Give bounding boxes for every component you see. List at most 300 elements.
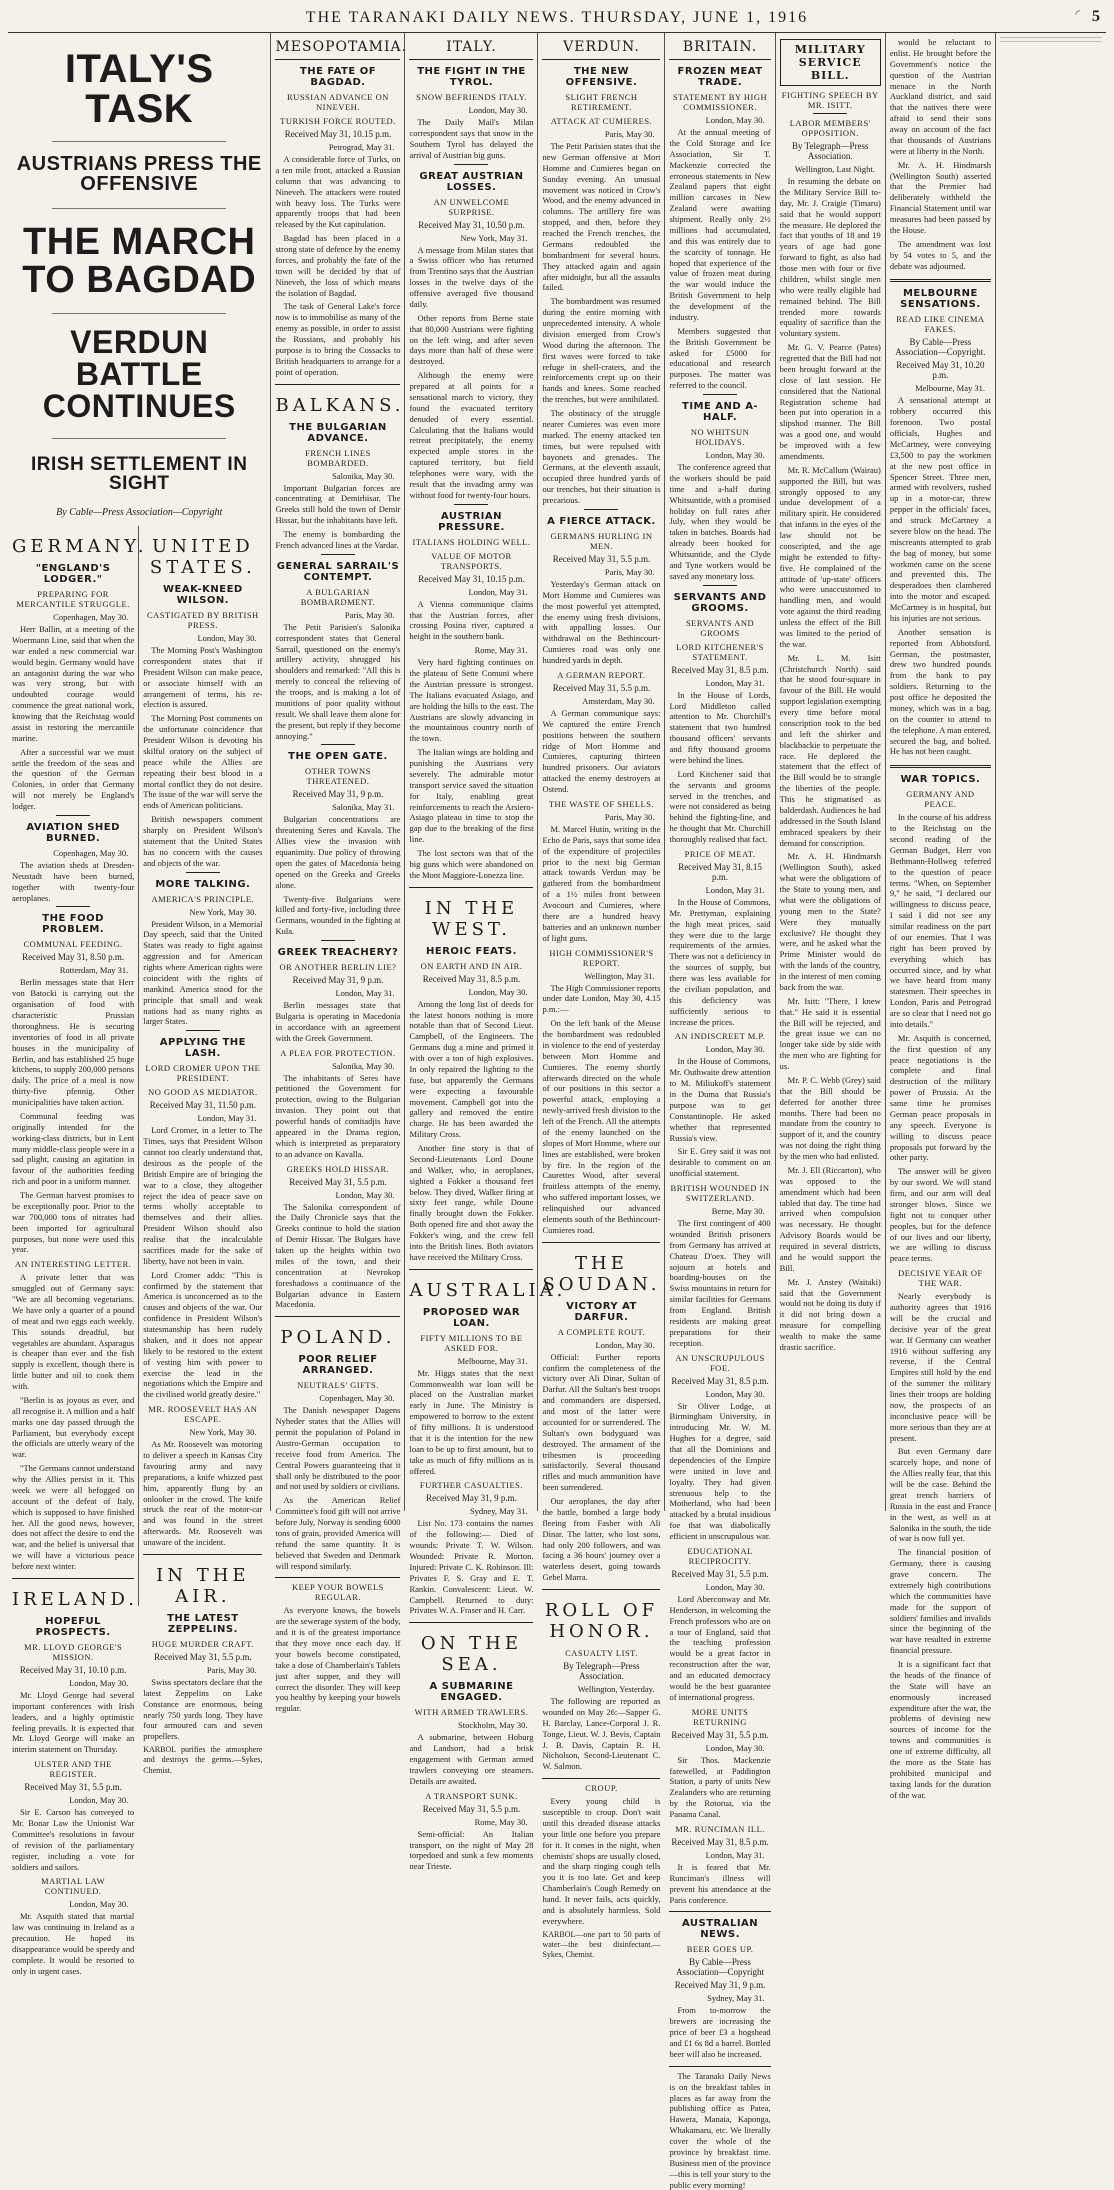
article-subhead: A COMPLETE ROUT. (557, 1326, 646, 1337)
article-paragraph: Sir Oliver Lodge, at Birmingham University, in introducing Mr. W. M. Hughes for a degree, said that all the Dominions and dependencies of the Empire were united in love and loyalty. They had given strenuous help to the Motherland, who had been attacked by a brutal insidious foe that was diabolically efficient in unscrupulous war. (669, 1400, 771, 1541)
divider (409, 887, 533, 888)
received-line: Received May 31, 8.50 p.m. (22, 952, 125, 963)
columns (8, 33, 1106, 2190)
article-paragraph: It is feared that Mr. Runciman's illness will prevent his attendance at the Paris conference. (669, 1861, 771, 1905)
advertisement: As everyone knows, the bowels are the sewerage system of the body, and it is of the greatest importance that they move once each day. If your bowels become constipated, take a dose of Chamberlain's Tablets just after supper, and they will correct the disorder. They will keep you healthy by keeping your bowels regular. (275, 1605, 401, 1714)
article-subhead: BEER GOES UP. (686, 1944, 754, 1955)
received-line: Received May 31, 8.5 p.m. (671, 1375, 769, 1386)
divider (321, 554, 355, 555)
column-1a (12, 526, 148, 1976)
received-line: By Telegraph—Press Association. (792, 141, 869, 161)
article-subhead: GERMANY AND PEACE. (906, 789, 975, 810)
dateline: Sydney, May 31. (707, 1993, 765, 2004)
article-paragraph: Mr. J. Anstey (Waitaki) said that the Government would not be doing its duty if it did not bring down a measure for compelling wealth to make the same drastic sacrifice. (779, 1276, 881, 1352)
divider (890, 279, 991, 282)
received-line: Received May 31, 11.50 p.m. (149, 1100, 256, 1111)
divider (143, 1554, 262, 1555)
received-line: Received May 31, 5.5 p.m. (552, 553, 651, 564)
article-headline: AUSTRIAN PRESSURE. (438, 510, 505, 533)
advertisement: Every young child is susceptible to croup. Don't wait until this dreaded disease attacks your little one before you prepare for it. It comes in the night, when chemists' shops are usually closed, and the sharp ringing cough tells you it is too late. Get and keep Chamberlain's Cough Remedy on hand. It never fails, acts quickly, and is absolutely harmless. Sold everywhere. (542, 1796, 661, 1926)
divider (542, 1778, 660, 1779)
article-subhead: FIGHTING SPEECH BY MR. ISITT. (781, 90, 879, 110)
section-heading-germany: GERMANY. (12, 536, 148, 557)
article-subhead: BRITISH WOUNDED IN SWITZERLAND. (670, 1183, 770, 1203)
section-heading-australia: AUSTRALIA. (409, 1279, 567, 1301)
article-headline: APPLYING THE LASH. (159, 1037, 246, 1060)
article-subhead: ON EARTH AND IN AIR. (420, 960, 523, 971)
article-headline: POOR RELIEF ARRANGED. (298, 1354, 378, 1377)
dateline: Paris, May 30. (344, 609, 395, 620)
article-paragraph: Herr Ballin, at a meeting of the Woermann Line, said that when the war ended a new commercial war would begin. Germany would have an antagonist during the war who was very strong, but with undoubted courage would commence the great national work, knowing that the Reichstag would assist in restoring the mercantile marine. (12, 624, 135, 743)
banner-headline-1: ITALY'S TASK (64, 47, 214, 131)
article-headline: HOPEFUL PROSPECTS. (35, 1615, 111, 1638)
article-paragraph: The aviation sheds at Dresden-Neustadt have been burned, together with twenty-four aeroplanes. (12, 859, 135, 903)
divider (669, 2066, 770, 2067)
page-number: 5 (1092, 8, 1100, 25)
article-paragraph: Important Bulgarian forces are concentrating at Demirhisar. The Greeks still hold the town of Demir Hissar, but the inhabitants have left. (275, 482, 401, 526)
article-paragraph: Official: Further reports confirm the completeness of the victory over Ali Dinar, Sultan of Darfur. All the Sultan's best troops and commanders are dispersed, and most of the latter were accounted for or surrendered. The Sultan's own bodyguard was destroyed. The armament of the tribesmen is proceeding satisfactorily. Several thousand rifles and much ammunition have been surrendered. (542, 1351, 661, 1493)
article-subhead: SERVANTS AND GROOMS (685, 617, 755, 638)
divider (890, 765, 991, 768)
divider (321, 744, 355, 745)
article-subhead: VALUE OF MOTOR TRANSPORTS. (431, 550, 512, 571)
section-heading-balkans: BALKANS. (275, 394, 405, 416)
received-line: Received May 31, 5.5 p.m. (24, 1782, 122, 1793)
divider (542, 1242, 660, 1243)
article-subhead: COMMUNAL FEEDING. (23, 939, 123, 950)
article-paragraph: The inhabitants of Seres have petitioned the Government for protection, owing to the Bulgarian invasion. They point out that powerful bands of comitadjis have appeared in the Drama region, which is interpreted as preparatory to an advance on Kavalla. (275, 1072, 401, 1159)
article-paragraph: Berlin messages state that Herr von Batocki is carrying out the organisation of food with characteristic Prussian thoroughness. He is securing inventories of food in all private houses in the municipality of Berlin, and has established 25 huge kitchens, to supply 200,000 persons daily. The price of a meal is now thirty-five pfennig. Other municipalities have taken action. (12, 977, 135, 1107)
section-heading-on-the-sea: ON THE SEA. (420, 1633, 522, 1676)
divider (275, 1577, 400, 1578)
article-paragraph: On the left bank of the Meuse the bombardment was redoubled in violence to the end of yesterday between Mort Homme and Cumieres. The enemy shortly afterwards directed on the whole of our positions in this sector a powerful attack, employing a newly-arrived fresh division to the left of the French. All the attempts of the enemy launched on the slopes of Mort Homme, where our lines are established, were broken by fire. In the region of the Caurettes Wood, after several fruitless attempts of the enemy, who suffered important losses, we relinquished our advanced elements south of the Bethincourt-Cumieres road. (542, 1018, 661, 1235)
article-paragraph: Berlin messages state that Bulgaria is operating in Macedonia in accordance with an agreement with the Greek Government. (275, 1000, 401, 1043)
dateline: Paris, May 30. (206, 1664, 257, 1675)
dateline: London, May 30. (705, 450, 765, 460)
article-paragraph: The Danish newspaper Dagens Nyheder states that the Allies will permit the population of Poland in Austro-German occupation to receive food from America. The Central Powers guaranteeing that it shall only be distributed to the poor and not used by soldiers or civilians. (275, 1405, 401, 1492)
dateline: Rotterdam, May 31. (59, 965, 129, 976)
article-subhead: DECISIVE YEAR OF THE WAR. (898, 1268, 983, 1289)
advertisement: The Taranaki Daily News is on the breakfast tables in places as far away from the publishing office as Patea, Hawera, Manaia, Kaponga, Whakamaru, etc. We literally cover the whole of the province by breakfast time. Business men of the province—this is tell your story to the public every morning! (669, 2070, 771, 2190)
masthead-title: THE TARANAKI DAILY NEWS. THURSDAY, JUNE 1, 1916 (305, 9, 809, 26)
page-corner-mark: ◜ (1075, 7, 1080, 21)
article-subhead: SLIGHT FRENCH RETIREMENT. (565, 92, 638, 112)
dateline: Amsterdam, May 30. (582, 695, 655, 706)
article-subhead: OTHER TOWNS THREATENED. (305, 766, 371, 787)
received-line: Received May 31, 5.5 p.m. (154, 1651, 252, 1662)
dateline: Salonika, May 31. (332, 802, 395, 813)
article-paragraph: Bulgarian concentrations are threatening Seres and Kavala. The Allies view the invasion with equanimity. Due policy of throwing open the gates of Macedonia being opened on the Greeks and Greeks alone. (275, 814, 401, 890)
section-heading-in-the-west: IN THE WEST. (424, 897, 519, 940)
article-paragraph: The Morning Post's Washington correspondent states that if President Wilson can make peace, or associate himself with an arrangement of terms, his re-election is assured. (143, 645, 263, 710)
article-subhead: GREEKS HOLD HISSAR. (286, 1163, 390, 1174)
received-line: Received May 31, 10.10 p.m. (19, 1664, 127, 1675)
divider (669, 1911, 770, 1912)
article-paragraph: The High Commissioner reports under date London, May 30, 4.15 p.m.:— (542, 982, 661, 1015)
article-paragraph: Another fine story is that of Second-Lieutenants Lord Doune and Walker, who, in aeroplanes, sighted a Fokker a thousand feet below. They dived, Walker firing at sixty feet range, while Doune finally brought down the Fokker. Both opened fire and shot away the Fokker's wing, and the crew fell into the British lines. Both aviators have received the Military Cross. (409, 1143, 534, 1262)
article-subhead: MARTIAL LAW CONTINUED. (41, 1876, 106, 1897)
article-paragraph: But even Germany dare scarcely hope, and none of the Allies really fear, that this will be the case. Behind the great trench barriers of Russia in the east and France in the west, as well as at Salonika in the south, the tide of war is now full yet. (889, 1446, 991, 1544)
dateline: Melbourne, May 31. (457, 1355, 528, 1366)
column-text-texture (1000, 37, 1102, 42)
article-paragraph: As the American Relief Committee's food gift will not arrive before July, Norway is sending 6000 tons of grain, provided America will refund the same quantity. It is believed that Sweden and Denmark will respond similarly. (275, 1495, 401, 1571)
divider (813, 113, 847, 114)
received-line: Received May 31, 5.5 p.m. (671, 1729, 769, 1740)
article-headline: SERVANTS AND GROOMS. (673, 591, 767, 614)
article-subhead: AN INDISCREET M.P. (674, 1031, 766, 1042)
divider (12, 1578, 134, 1579)
dateline: New York, May 30. (189, 906, 257, 917)
advertisement: KARBOL purifies the atmosphere and destroys the germs.—Sykes, Chemist. (143, 1745, 263, 1775)
article-paragraph: The Italian wings are holding and punishing the Austrians very severely. The admirable motor transport service saved the situation for Italy, enabling great reinforcements to reach the Arsiero-Asiago plateau in time to stop the gap due to the breaking of the first line. (409, 747, 534, 845)
dateline: London, May 30. (69, 1795, 129, 1806)
received-line: Received May 31, 9 p.m. (292, 975, 384, 985)
article-paragraph: Mr. Lloyd George had several important conferences with Irish leaders, and a highly optimistic feeling prevails. It is expected that Mr. Lloyd George will make an interim statement on Thursday. (12, 1689, 135, 1755)
article-paragraph: The lost sectors was that of the big guns which were abandoned on the Mont Maggiore-Lonezza line. (409, 848, 534, 880)
dateline: London, May 31. (705, 884, 765, 895)
received-line: Received May 31, 5.5 p.m. (671, 1568, 769, 1579)
received-line: By Cable—Press Association—Copyright (676, 1957, 765, 1978)
section-heading-in-the-air: IN THE AIR. (156, 1564, 250, 1607)
article-paragraph: A submarine, between Hoburg and Landsort, had a brisk engagement with German armed trawlers conveying ore steamers. Details are awaited. (409, 1732, 534, 1786)
dateline: London, May 30. (468, 105, 528, 115)
article-subhead: ATTACK AT CUMIERES. (550, 116, 653, 126)
article-headline: "ENGLAND'S LODGER." (35, 563, 111, 585)
article-headline: A FIERCE ATTACK. (547, 515, 656, 527)
article-paragraph: The Daily Mail's Milan correspondent says that snow in the Southern Tyrol has delayed the arrival of Austrian big guns. (409, 117, 534, 160)
divider (703, 394, 737, 395)
article-paragraph: The conference agreed that the workers should be paid time and a-half during Whitsuntide, with a promised holiday on full rates after July, when they would be taken in batches. Boards had already been booked for Whitsuntide, and the Clyde and Tyne workers would be saved any monetary loss. (669, 462, 771, 581)
article-headline: A SUBMARINE ENGAGED. (429, 1681, 514, 1704)
article-paragraph: At the annual meeting of the Cold Storage and Ice Association, Sir T. Mackenzie corrected the erroneous statements in New Zealand papers that eight million carcases in New Zealand were awaiting shipment. Really only 2½ millions had accumulated, and this was entirely due to the scarcity of tonnage. He hoped that experience of the value of frozen meat during the war would induce the British Government to help the development of the industry. (669, 127, 771, 322)
divider (186, 872, 220, 873)
column-6 (776, 33, 886, 1511)
article-headline: PROPOSED WAR LOAN. (422, 1306, 521, 1329)
dateline: Sydney, May 31. (469, 1506, 528, 1517)
received-line: Received May 31, 8.15 p.m. (678, 861, 762, 882)
article-paragraph: Mr. Asquith stated that martial law was continuing in Ireland as a precaution. He hoped its disappearance would be speedy and complete. It would be resorted to only in urgent cases. (12, 1911, 135, 1976)
article-subhead: AN UNSCRUPULOUS FOE. (675, 1352, 765, 1373)
article-paragraph: The first contingent of 400 wounded British prisoners from Germany has arrived at Chateau D'oex. They will sojourn at hotels and boarding-houses on the Swiss mountains in return for similar facilities for Germans from England. British residents are making great preparations for their reception. (669, 1218, 771, 1348)
article-subhead: FIFTY MILLIONS TO BE ASKED FOR. (420, 1332, 523, 1353)
article-subhead: HIGH COMMISSIONER'S REPORT. (549, 947, 654, 968)
received-line: Received May 31, 8.5 p.m. (422, 973, 521, 984)
article-paragraph: Swiss spectators declare that the latest Zeppelins on Lake Constance are enormous, being nearly 750 yards long. They have four armoured cars and seven propellers. (143, 1676, 263, 1742)
section-heading-britain: BRITAIN. (669, 39, 770, 60)
article-subhead: OR ANOTHER BERLIN LIE? (279, 962, 397, 972)
article-headline: THE FIGHT IN THE TYROL. (417, 66, 526, 88)
divider (275, 384, 400, 385)
article-subhead: NO WHITSUN HOLIDAYS. (690, 427, 750, 447)
dateline: Berne, May 30. (711, 1206, 765, 1216)
divider (56, 815, 90, 816)
received-line: Received May 31, 8.5 p.m. (671, 664, 769, 675)
received-line: Received May 31, 10.15 p.m. (418, 573, 525, 584)
divider (275, 1316, 400, 1317)
divider (542, 1589, 660, 1590)
article-paragraph: The financial position of Germany, there is causing grave concern. The extremely high contributions which the communities have made for the support of soldiers' families and invalids since the beginning of the war have resulted in extreme financial pressure. (889, 1547, 991, 1656)
article-paragraph: The amendment was lost by 54 votes to 5, and the debate was adjourned. (889, 238, 991, 271)
article-paragraph: The Morning Post comments on the unfortunate coincidence that President Wilson is devoting his skilful oratory on the subject of peace while the Allies are repeating their best blood in a mortal conflict they do not desire. The issue of the war will serve the ends of American politicians. (143, 713, 263, 811)
dateline: London, May 30. (69, 1677, 129, 1688)
advertisement-heading: CROUP. (585, 1783, 618, 1794)
section-heading-italy: ITALY. (409, 39, 533, 60)
dateline: Copenhagen, May 30. (319, 1393, 395, 1404)
article-paragraph: A considerable force of Turks, on a ten mile front, attacked a Russian column that was advancing to Nineveh. The attackers were routed with heavy loss. The Turks were apparently troops that had been released by the Kut capitulation. (275, 154, 401, 230)
article-paragraph: Our aeroplanes, the day after the battle, bombed a large body fleeing from Fasher with Ali Dinar. The latter, who lost sons, had only 200 followers, and was facing a 36 hours' journey over a waterless desert, going towards Gebel Marra. (542, 1496, 661, 1583)
article-subhead: GERMANS HURLING IN MEN. (550, 530, 653, 551)
divider (56, 906, 90, 907)
dateline: New York, May 30. (189, 1427, 257, 1438)
article-paragraph: A sensational attempt at robbery occurred this forenoon. Two postal officials, Hughes and McCartney, were conveying £3,500 to pay the workmen at the new post office in Spencer Street. Three men, armed with revolvers, rushed up in a motor-car, threw pepper in the officials' faces, and struck McCartney a severe blow on the head. The miscreants attempted to grab the bag of money, but some workmen came on the scene and prevented this. The desperadoes then clambered into the motor and escaped. McCartney is in hospital, but his injuries are not serious. (889, 395, 991, 623)
article-paragraph: Nearly everybody is authority agrees that 1916 will be the crucial and decisive year of the great war. If Germany can weather 1916 without suffering any reverse, if the Central Empires still hold by the end of the summer the military lines their troops are holding now, the prospects of an inconclusive peace will be more serious than they are at present. (889, 1291, 991, 1443)
article-paragraph: The obstinacy of the struggle nearer Cumieres was even more marked. The enemy attacked ten times, but were repulsed with bayonets and grenades. The Germans, at the eleventh assault, occupied three hundred yards of our trenches, but their situation is precarious. (542, 408, 661, 505)
dateline: Petrograd, May 31. (328, 142, 395, 152)
divider (454, 164, 488, 165)
article-paragraph: In the House of Lords, Lord Middleton called attention to Mr. Churchill's statement that two hundred thousand officers' servants and fifty thousand grooms were behind the lines. (669, 689, 771, 765)
article-paragraph: As Mr. Roosevelt was motoring to deliver a speech in Kansas City favouring army and navy preparations, a knife whizzed past him, apparently flung by an onlooker in the crowd. The knife struck the rear of the motor-car and was found in the street afterwards. Mr. Roosevelt was unaware of the incident. (143, 1439, 263, 1547)
divider (409, 1269, 533, 1270)
article-paragraph: British newspapers comment sharply on President Wilson's statement that the United States has no concern with the causes and objects of the war. (143, 814, 263, 868)
dateline: London, May 30. (468, 986, 528, 997)
article-paragraph: Mr. P. C. Webb (Grey) said that the Bill should be deferred for another three months. There had been no mandate from the country to support of it, and the country was not doing the right thing by the men who had enlisted. (779, 1074, 881, 1161)
article-paragraph: The answer will be given by our sword. We will stand firm, and our arm will deal stronger blows. Since we fight not to conquer other peoples, but for the defence of our lives and our liberty, we are willing to discuss peace terms. (889, 1166, 991, 1264)
article-paragraph: A Vienna communique claims that the Austrian forces, after crossing Posina river, captured a height in the southern bank. (409, 598, 534, 642)
article-headline: HEROIC FEATS. (426, 945, 517, 957)
column-1 (8, 33, 271, 1976)
article-paragraph: The task of General Lake's force now is to immobilise as many of the enemy as possible, in order to assist the Russians, and probably his purpose is to bring the Cossacks to British headquarters to arrange for a point of operation. (275, 301, 401, 377)
article-paragraph: Members suggested that the British Government be asked for £5000 for educational and research purposes. The matter was referred to the council. (669, 325, 771, 391)
dateline: London, May 30. (197, 633, 257, 643)
article-paragraph: Lord Aberconway and Mr. Henderson, in welcoming the French professors who are on a tour of England, said that the teaching profession would be a great factor in reconstruction after the war, and an educated democracy would be the best guarantee of international progress. (669, 1593, 771, 1702)
article-paragraph: Lord Cromer adds: "This is confirmed by the statement that America is unconcerned as to the causes and objects of the war. Our confidence in President Wilson's statesmanship has been rudely shaken, and it does not appear likely to be restored to the extent of vesting him with power to exercise the lead in the negotiations which the Empire and the civilised world greatly desire." (143, 1269, 263, 1400)
article-subhead: HUGE MURDER CRAFT. (151, 1638, 254, 1649)
article-paragraph: Mr. G. V. Pearce (Patea) regretted that the Bill had not been brought forward at the close of last session. He considered that the National Registration scheme had been put into operation in a slipshod manner. The Bill was a good one, and would be improved with a few amendments. (779, 342, 881, 461)
article-paragraph: After a successful war we must settle the freedom of the seas and the question of the German Colonies, in order that Germany will not merely be England's lodger. (12, 746, 135, 811)
article-headline: THE NEW OFFENSIVE. (565, 66, 638, 88)
article-paragraph: "The Germans cannot understand why the Allies persist in it. This week we were all befogged on account of the defeat of Italy, which is supposed to have finished her. All the good news, however, does not affect the desire to end the war, and the belief is universal that we will have a victorious peace before next winter. (12, 1463, 135, 1571)
divider (186, 1030, 220, 1031)
article-subhead: SNOW BEFRIENDS ITALY. (416, 92, 527, 102)
article-subhead: LORD KITCHENER'S STATEMENT. (676, 641, 764, 662)
article-headline: THE LATEST ZEPPELINS. (167, 1612, 239, 1635)
column-1b (139, 526, 266, 1775)
article-paragraph: would be reluctant to enlist. He brought before the Government's notice the question of the Austrian menace in the North Auckland district, and said that the natives there were afraid to send their sons away on account of the fact that thousands of Austrians were at liberty in the North. (889, 37, 991, 156)
divider (409, 1622, 533, 1623)
dateline: London, May 30. (705, 1044, 765, 1055)
article-paragraph: Mr. Higgs states that the next Commonwealth war loan will be placed on the Australian market early in June. The Ministry is empowered to borrow to the extent of fifty millions. It is understood that it is the intention for the new loan to be up to first amount, but to take as much of fifty millions as is offered. (409, 1367, 534, 1476)
article-headline: THE OPEN GATE. (288, 751, 388, 763)
banner-headline-2: AUSTRIANS PRESS THE OFFENSIVE (16, 153, 262, 195)
article-paragraph: The Salonika correspondent of the Daily Chronicle says that the Greeks continue to hold the station of Demir Hissar. The Bulgars have taken up the heights within two miles of the town, and their concentration at Nevrokop foreshadows a continuance of the Bulgarian advance in Eastern Macedonia. (275, 1201, 401, 1310)
article-paragraph: In the House of Commons, Mr. Prettyman, explaining the high meat prices, said they were due to the large requirements of the armies. There was not a deficiency in the sources of supply, but there was less available for the civilian population, and this deficiency was sufficiently serious to increase the prices. (669, 896, 771, 1027)
article-paragraph: List No. 173 contains the names of the following:— Died of wounds: Private T. W. Wilson. Wounded: Private R. Morton. Injured: Private C. K. Robinson. Ill: Privates F. S. Gray and E. T. Rankin. Convalescent: Lieut. W. Campbell. Returned to duty: Privates W. A. Fraser and H. Carr. (409, 1518, 534, 1616)
article-paragraph: Semi-official: An Italian transport, on the night of May 28 torpedoed and sunk a few moments near Trieste. (409, 1828, 534, 1872)
article-paragraph: A German communique says: We captured the entire French positions between the southern ridge of Mort Homme and Cumieres, capturing thirteen hundred prisoners. Our aviators attacked the enemy destroyers at Ostend. (542, 707, 661, 794)
article-subhead: TURKISH FORCE ROUTED. (280, 116, 396, 126)
article-paragraph: Communal feeding was originally intended for the working-class districts, but in Lent many middle-class people were in a sad plight, causing an agitation in favour of the authorities feeding rich and poor in a uniform manner. (12, 1110, 135, 1187)
article-subhead: FRENCH LINES BOMBARDED. (305, 447, 371, 468)
article-paragraph: The Petit Parisien states that the new German offensive at Mort Homme and Cumieres began on Sunday evening. An unusual movement was noticed in Crow's Wood, and the enemy advanced in columns. The artillery fire was stopped, and then, before they reached the French trenches, the Germans redoubled the bombardment for several hours. They attacked again and again after midnight, but all the assaults failed. (542, 141, 661, 293)
article-subhead: FURTHER CASUALTIES. (419, 1480, 524, 1491)
article-subhead: MR. RUNCIMAN ILL. (675, 1823, 765, 1834)
article-paragraph: Lord Cromer, in a letter to The Times, says that President Wilson cannot too clearly understand that, desirous as the people of the British Empire are of bringing the war to a close, they altogether reject the idea of peace save on terms wholly acceptable to themselves and their allies. President Wilson should also realise that the incalculable sacrifices made for the sake of liberty, have not been in vain. (143, 1125, 263, 1266)
advertisement: KARBOL—one part to 50 parts of water—the best disinfectant.—Sykes, Chemist. (542, 1929, 661, 1960)
column-8 (996, 33, 1106, 1511)
article-subhead: LORD CROMER UPON THE PRESIDENT. (145, 1063, 261, 1084)
dateline: London, May 30. (705, 1742, 765, 1753)
dateline: London, May 31. (468, 586, 528, 597)
column-5 (665, 33, 775, 2190)
article-paragraph: M. Marcel Hutin, writing in the Echo de Paris, says that some idea of the expenditure of projectiles prior to the next big German attack towards Verdun may be gathered from the bombardment of a 1½ miles front between Avocourt and Cumieres, where there are a hundred heavy batteries and an unknown number of light guns. (542, 823, 661, 943)
dateline: London, May 31. (335, 988, 395, 998)
article-paragraph: Very hard fighting continues on the plateau of Sette Comuni where the Austrian pressure is strongest. The Italians evacuated Asiago, and are holding the hills to the east. The Austrians are slowly advancing in the mountainous country north of the town. (409, 657, 534, 744)
article-paragraph: Sir E. Grey said it was not desirable to comment on an unofficial statement. (669, 1146, 771, 1179)
dateline: Copenhagen, May 30. (53, 612, 129, 622)
article-paragraph: Mr. R. McCallum (Wairau) supported the Bill, but was strongly opposed to any undue development of a military spirit. He considered that infants in the eyes of the law should not be conscripted, and the age might be extended to fifty-five. He complained of the attitude of 'up-state' officers who were unaccustomed to handling men, and would vote against the third reading unless the effect of the Bill was limited to the period of the war. (779, 464, 881, 649)
banner-headline-5: IRISH SETTLEMENT IN SIGHT (31, 454, 248, 494)
article-paragraph: A private letter that was smuggled out of Germany says: "We are all becoming vegetarians. We have only a quarter of a pound of meat and two eggs each weekly. This sounds dreadful, but vegetables are abundant. Asparagus is cheaper than ever and the fish supply is excellent, though there is little butter and oil to cook them with. (12, 1272, 135, 1391)
article-headline: MELBOURNE SENSATIONS. (900, 288, 981, 311)
wire-credit: By Cable—Press Association—Copyright (56, 507, 223, 518)
dateline: London, May 30. (705, 115, 765, 125)
article-paragraph: Yesterday's German attack on Mort Homme and Cumieres was the most powerful yet attempted, the enemy using fresh divisions, with appalling losses. Our withdrawal on the Bethincourt-Cumieres road was only one hundred yards in depth. (542, 578, 661, 665)
banner-headline-3: THE MARCH TO BAGDAD (22, 221, 257, 301)
article-subhead: PRICE OF MEAT. (684, 848, 756, 859)
dateline: London, May 31. (705, 677, 765, 688)
article-subhead: AMERICA'S PRINCIPLE. (151, 893, 255, 904)
article-paragraph: Bagdad has been placed in a strong state of defence by the enemy forces, and probably the fate of the town will be decided by that of Nineveh, the loss of which means the isolation of Bagdad. (275, 233, 401, 298)
article-paragraph: It is a significant fact that the heads of the finance of the State will have an enormously increased expenditure after the war, the problems of devising new sources of income for the towns and communities is one of extreme difficulty, all the more as the State has prohibited municipal and taxing lands for the duration of the war. (889, 1659, 991, 1800)
article-headline: MORE TALKING. (155, 878, 251, 890)
dateline: Stockholm, May 30. (458, 1720, 528, 1731)
article-headline: GREAT AUSTRIAN LOSSES. (419, 170, 524, 193)
dateline: London, May 30. (705, 1388, 765, 1399)
column-4 (538, 33, 665, 1960)
received-line: Received May 31, 5.5 p.m. (552, 682, 651, 693)
section-heading-ireland: IRELAND. (12, 1588, 139, 1610)
article-headline: THE FATE OF BAGDAD. (299, 66, 377, 88)
article-paragraph: Mr. A. H. Hindmarsh (Wellington South), asked what were the obligations of the State to young men, and what were the obligations of young men to the State? Were they mutually exclusive? He thought they were, and he asked what the Prime Minister would do with the lands of the country, in the interest of men coming back from the war. (779, 851, 881, 992)
column-7 (886, 33, 996, 1800)
article-paragraph: Other reports from Berne state that 80,000 Austrians were fighting on the left wing, and after seven days more than half of these were destroyed. (409, 312, 534, 367)
article-subhead: THE WASTE OF SHELLS. (548, 798, 655, 809)
received-line: Received May 31, 9 p.m. (674, 1980, 766, 1991)
received-line: Received May 31, 9 p.m. (426, 1493, 517, 1504)
article-paragraph: Sir Thos. Mackenzie farewelled, at Paddington Station, a party of units New Zealanders who are returning by the Rotorua, via the Panama Canal. (669, 1754, 771, 1819)
dateline: Paris, May 30. (604, 811, 655, 822)
dateline: Salonika, May 30. (332, 470, 395, 481)
received-line: Received May 31, 10.50 p.m. (418, 219, 525, 230)
dateline: Rome, May 30. (474, 1816, 528, 1827)
received-line: By Cable—Press Association—Copyright. (895, 337, 986, 358)
article-subhead: AN INTERESTING LETTER. (14, 1259, 132, 1270)
article-paragraph: Mr. Asquith is concerned, the first question of any peace negotiations is the complete and final destruction of the military power of Prussia. At the same time he promises German peace proposals in any speech. Everyone is willing to discuss peace proposals put forward by the other party. (889, 1032, 991, 1163)
section-heading-the-soudan: THE SOUDAN. (542, 1252, 661, 1295)
article-subhead: CASUALTY LIST. (565, 1648, 638, 1658)
section-heading-military-service-bill: MILITARY SERVICE BILL. (780, 39, 881, 86)
article-paragraph: From to-morrow the brewers are increasing the price of beer £3 a hogshead and £1 6s 8d a barrel. Bottled beer will also be increased. (669, 2005, 771, 2059)
divider (454, 504, 488, 505)
article-headline: GENERAL SARRAIL'S CONTEMPT. (276, 560, 400, 583)
article-subhead: NEUTRALS' GIFTS. (297, 1380, 379, 1391)
section-heading-united-states: UNITED STATES. (149, 536, 256, 578)
article-paragraph: Sir E. Carson has conveyed to Mr. Bonar Law the Unionist War Committee's resolutions in favour of revision of the parliamentary register, including a vote for soldiers and sailors. (12, 1807, 135, 1872)
article-paragraph: Lord Kitchener said that the servants and grooms served in the trenches, and were not considered as being behind the fighting-line, and he thought that Mr. Churchill thoroughly realised that fact. (669, 768, 771, 844)
article-paragraph: In the House of Commons, Mr. Outhwaite drew attention to M. Miliukoff's statement in the Duma that Russia's purpose was to get Constantinople. He asked whether that represented Russia's view. (669, 1056, 771, 1143)
article-subhead: ULSTER AND THE REGISTER. (34, 1759, 112, 1780)
article-subhead: EDUCATIONAL RECIPROCITY. (687, 1545, 753, 1566)
article-subhead: A PLEA FOR PROTECTION. (280, 1047, 396, 1058)
article-subhead: RUSSIAN ADVANCE ON NINEVEH. (287, 92, 389, 112)
article-subhead: A BULGARIAN BOMBARDMENT. (300, 586, 376, 607)
column-3 (405, 33, 567, 1872)
received-line: Received May 31, 8.5 p.m. (671, 1836, 769, 1847)
article-subhead: A GERMAN REPORT. (557, 669, 646, 680)
divider (584, 509, 618, 510)
masthead (8, 6, 1106, 33)
article-subhead: MR. ROOSEVELT HAS AN ESCAPE. (148, 1404, 258, 1425)
divider (703, 585, 737, 586)
article-paragraph: Among the long list of deeds for the latest honors nothing is more notable than that of Second Lieut. Campbell, of the Engineers. The Germans dug a mine and primed it with over a ton of high explosives. In only repaired the lighting to the fuse, but apparently the Germans were expecting a favourable movement. Campbell got into the gallery and removed the entire charge. He has been awarded the Military Cross. (409, 998, 534, 1140)
article-headline: WEAK-KNEED WILSON. (162, 584, 243, 606)
article-headline: GREEK TREACHERY? (277, 947, 399, 958)
article-subhead: AN UNWELCOME SURPRISE. (433, 196, 510, 217)
dateline: London, May 30. (335, 1189, 395, 1200)
received-line: Received May 31, 5.5 p.m. (289, 1176, 387, 1187)
received-line: Received May 31, 10.20 p.m. (896, 360, 985, 381)
section-heading-australian-news: AUSTRALIAN NEWS. (681, 1918, 759, 1941)
dateline: New York, May 31. (460, 232, 528, 243)
article-subhead: STATEMENT BY HIGH COMMISSIONER. (672, 92, 768, 112)
section-heading-verdun: VERDUN. (542, 39, 660, 60)
advertisement-heading: KEEP YOUR BOWELS REGULAR. (292, 1582, 384, 1603)
dateline: London, May 30. (69, 1899, 129, 1910)
dateline: Wellington, Last Night. (794, 164, 875, 174)
dateline: London, May 30. (595, 1339, 655, 1350)
article-subhead: CASTIGATED BY BRITISH PRESS. (146, 610, 259, 630)
received-line: Received May 31, 5.5 p.m. (422, 1803, 521, 1814)
article-subhead: MR. LLOYD GEORGE'S MISSION. (24, 1641, 123, 1662)
article-paragraph: A message from Milan states that a Swiss officer who has returned from Trentino says that the Austrian losses in the twelve days of the offensive averaged five thousand daily. (409, 244, 534, 309)
banner-headline-4: VERDUN BATTLE CONTINUES (42, 324, 236, 424)
article-paragraph: The bombardment was resumed during the entire morning with unprecedented intensity. A whole division emerged from Crow's Wood during the afternoon. The first waves were forced to take refuge in shell-craters, and the reinforcements crept up on their hands and knees. Some reached the trenches, but were annihilated. (542, 296, 661, 405)
dateline: Wellington, May 31. (584, 970, 655, 981)
article-paragraph: Although the enemy were prepared at all points for a sensational march to victory, they found the evacuated territory denuded of every essential. Calculating that the Italians would retreat precipitately, the enemy expected ample stores in the captured territory, but field telephones were wary, with the result that the invading army was without food for twenty-four hours. (409, 370, 534, 500)
article-subhead: NO GOOD AS MEDIATOR. (148, 1087, 258, 1098)
article-paragraph: "Berlin is as joyous as ever, and all recognise it. A million and a half marks one day passed through the Parliament, but everybody except the officials are utterly weary of the war. (12, 1394, 135, 1460)
article-paragraph: In resuming the debate on the Military Service Bill to-day, Mr. J. Craigie (Timaru) said that he would support the measure. He deplored the fact that youths of 18 and 19 years of age had gone forward to fight, as also had those men with four or five children, whilst single men who were really eligible had remained behind. The Bill trended more towards equality of sacrifice than the voluntary system. (779, 176, 881, 339)
article-paragraph: The enemy is bombarding the French advanced lines at the Vardar. (275, 529, 401, 550)
article-subhead: READ LIKE CINEMA FAKES. (896, 314, 985, 335)
received-line: Received May 31, 10.15 p.m. (284, 129, 392, 139)
received-line: By Telegraph—Press Association. (563, 1661, 640, 1681)
article-subhead: ITALIANS HOLDING WELL. (412, 536, 531, 547)
dateline: London, May 31. (705, 1849, 765, 1860)
divider (321, 940, 355, 941)
article-paragraph: Mr. L. M. Isitt (Christchurch North) said that he stood four-square in favour of the Bill. He would support legislation exempting every time before moral conscription took to the bed and left the shirker and blackbackie to perpetuate the race. He deplored the statement that the effect of the Bill would be to strangle the liberties of the people. This he stigmatised as balderdash. Audiences he had addressed in the South Island embraced speakers by their demand for conscription. (779, 652, 881, 848)
dateline: Rome, May 31. (474, 645, 528, 656)
article-paragraph: The Petit Parisien's Salonika correspondent states that General Sarrail, questioned on the enemy's artillery activity, shrugged his shoulders and remarked: "All this is merely to conceal the relieving of the troops, and is making a lot of munitions of poor quality without result. We shall leave them alone for the present, but reply if they become annoying." (275, 621, 401, 741)
dateline: Salonika, May 30. (332, 1060, 395, 1071)
article-paragraph: Another sensation is reported from Abbotsford. German, the postmaster, drew two hundred pounds from the bank to pay soldiers. Returning to the post office he deposited the money, which was in a bag, on the counter to attend to the telephone. A man entered, secured the bag, and bolted. He has not been caught. (889, 626, 991, 757)
dateline: Wellington, Yesterday. (577, 1684, 655, 1694)
section-heading-roll-of-honor: ROLL OF HONOR. (544, 1600, 659, 1642)
article-paragraph: The German harvest promises to be exceptionally poor. Prior to the war 700,000 tons of nitrates had been imported for agricultural purposes, but none were used this year. (12, 1190, 135, 1255)
article-headline: THE BULGARIAN ADVANCE. (289, 421, 387, 444)
article-paragraph: Mr. A. H. Hindmarsh (Wellington South) asserted that the Premier had deliberately withheld the Financial Statement until war measures had been passed by the House. (889, 159, 991, 235)
dateline: Copenhagen, May 30. (53, 847, 129, 858)
